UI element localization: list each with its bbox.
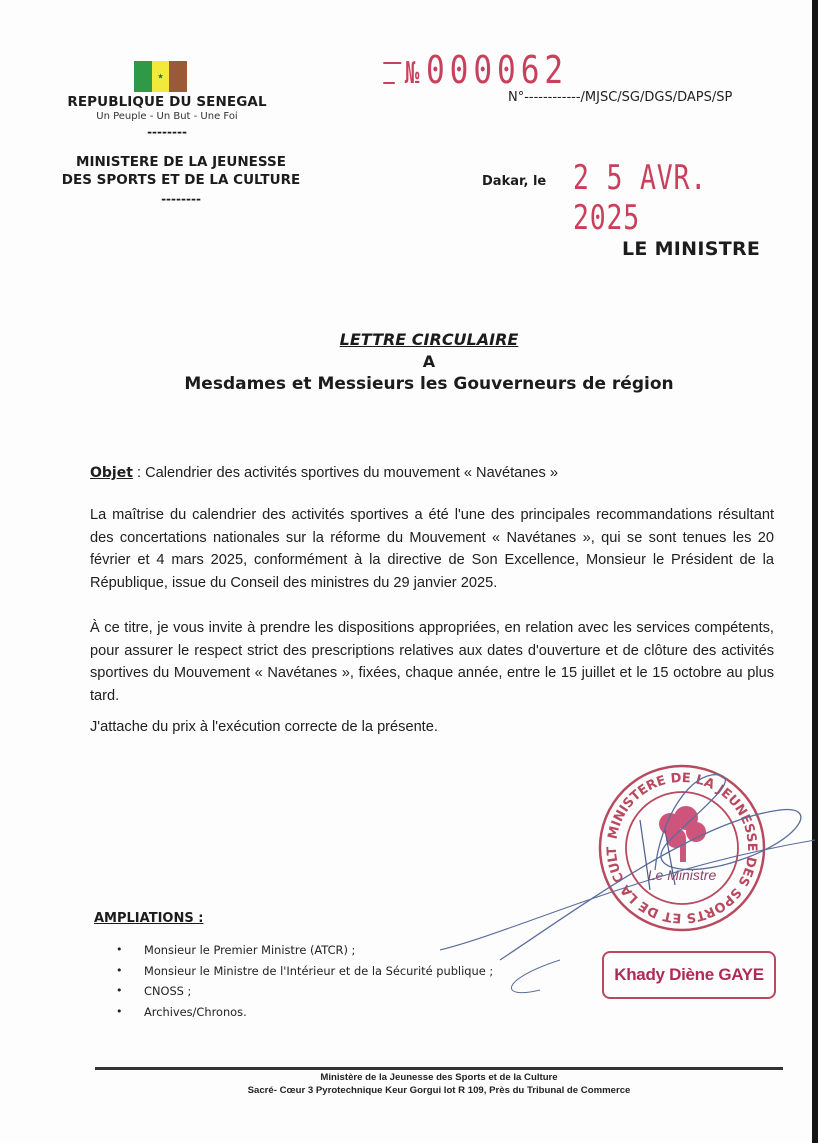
footer-address: Sacré- Cœur 3 Pyrotechnique Keur Gorgui lot R 109, Près du Tribunal de Commerce: [247, 1085, 631, 1096]
flag-star-icon: ★: [157, 72, 164, 80]
ministry-name: [52, 153, 310, 189]
ampliation-item: • CNOSS ;: [114, 981, 493, 1002]
sender-title: LE MINISTRE: [622, 238, 761, 260]
ministry-seal: [596, 762, 768, 934]
reference-line: N°------------/MJSC/SG/DGS/DAPS/SP: [508, 90, 733, 105]
seal-graphic: [596, 762, 768, 934]
ministry-separator: --------: [161, 192, 201, 206]
paragraph-2: À ce titre, je vous invite à prendre les dispositions appropriées, en relation avec les services compétents, pour assurer le respect strict des prescriptions relatives aux dates d'ouverture et de clôture des activités sportives du Mouvement « Navétanes », fixées, chaque année, entre le 15 juillet et le 15 octobre au plus tard.: [90, 620, 774, 704]
flag-stripe-yellow: [152, 61, 170, 92]
place-label: Dakar, le: [482, 174, 547, 189]
ministry-name-line2: DES SPORTS ET DE LA CULTURE: [61, 172, 301, 188]
republic-name: REPUBLIQUE DU SENEGAL: [67, 94, 267, 110]
object-text: : Calendrier des activités sportives du mouvement « Navétanes »: [132, 465, 558, 481]
ampliation-item: • Archives/Chronos.: [114, 1002, 493, 1023]
republic-header: [52, 94, 282, 138]
footer-ministry: Ministère de la Jeunesse des Sports et de la Culture: [320, 1072, 558, 1083]
flag-stripe-brown: [169, 61, 187, 92]
numero-sign: №: [404, 56, 420, 91]
seal-ring-text: MINISTERE DE LA JEUNESSE DES SPORTS ET DE LA CULT: [604, 770, 760, 926]
object-line: [90, 462, 774, 485]
paragraph-3: J'attache du prix à l'exécution correcte de la présente.: [90, 719, 438, 735]
document-type: LETTRE CIRCULAIRE: [339, 330, 519, 349]
national-motto: Un Peuple - Un But - Une Foi: [96, 111, 238, 122]
reference-number-stamp: [380, 50, 568, 94]
seal-emblem: [659, 806, 706, 862]
header-separator: --------: [147, 125, 187, 139]
seal-center-text: Le Ministre: [647, 867, 717, 883]
object-label: Objet: [90, 465, 133, 481]
footer-divider: [95, 1067, 783, 1070]
ampliation-item: • Monsieur le Ministre de l'Intérieur et de la Sécurité publique ;: [114, 961, 493, 982]
addressee: Mesdames et Messieurs les Gouverneurs de région: [184, 374, 674, 394]
flag-stripe-green: [134, 61, 152, 92]
ministry-name-line1: MINISTERE DE LA JEUNESSE: [76, 154, 286, 170]
senegal-flag-icon: [134, 61, 187, 92]
page-edge-shadow: [812, 0, 818, 1143]
ampliation-item: • Monsieur le Premier Ministre (ATCR) ;: [114, 940, 493, 961]
date-stamp: 2 5 AVR. 2025: [573, 158, 707, 238]
addressee-prefix: A: [422, 352, 436, 371]
stamp-tick-marks: [380, 58, 405, 88]
ampliations-title: AMPLIATIONS :: [94, 911, 204, 926]
ampliations-list: [114, 940, 493, 1022]
stamp-number: 000062: [425, 48, 569, 92]
paragraph-1: La maîtrise du calendrier des activités sportives a été l'une des principales recommandations résultant des concertations nationales sur la réforme du Mouvement « Navétanes », qui se sont tenues les 20 février et 4 mars 2025, conformément à la directive de Son Excellence, Monsieur le Président de la République, issue du Conseil des ministres du 29 janvier 2025.: [90, 507, 774, 591]
signatory-name-stamp: Khady Diène GAYE: [602, 951, 776, 999]
